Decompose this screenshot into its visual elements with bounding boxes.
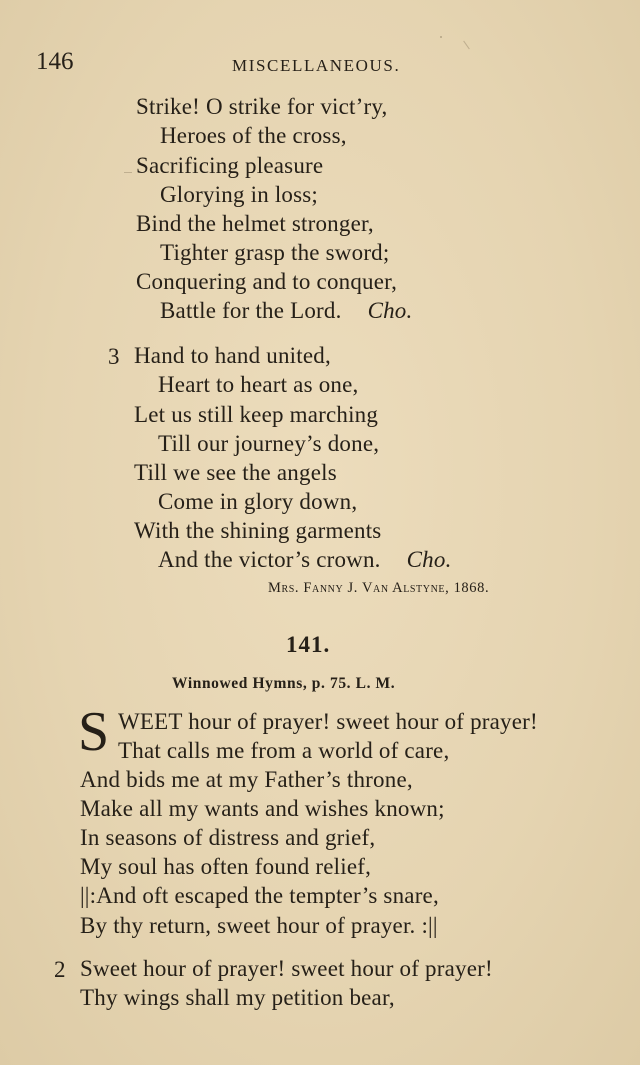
stanza-line: Conquering and to conquer, [136, 269, 398, 294]
paper-speck [463, 41, 470, 50]
paper-speck [440, 36, 442, 38]
tune-info: Winnowed Hymns, p. 75. L. M. [172, 675, 396, 692]
stanza-line: Till our journey’s done, [158, 431, 380, 456]
stanza-line: Strike! O strike for vict’ry, [136, 94, 388, 119]
paper-speck [124, 172, 132, 173]
stanza-line: Glorying in loss; [160, 182, 319, 207]
stanza-line: Come in glory down, [158, 489, 358, 514]
verse-number: 3 [108, 344, 120, 369]
stanza-line-text: Battle for the Lord. [160, 298, 342, 323]
stanza-line: Heroes of the cross, [160, 123, 347, 148]
author-attribution: Mrs. Fanny J. Van Alstyne, 1868. [268, 580, 490, 596]
drop-cap: S [78, 701, 110, 763]
hymn-line: Thy wings shall my petition bear, [80, 985, 395, 1010]
stanza-line: Tighter grasp the sword; [160, 240, 390, 265]
hymn-line: Make all my wants and wishes known; [80, 796, 445, 821]
hymn-line: And bids me at my Father’s throne, [80, 767, 413, 792]
hymn-first-line [118, 709, 538, 735]
running-head: MISCELLANEOUS. [232, 56, 401, 75]
stanza-line: Let us still keep marching [134, 402, 379, 427]
stanza-line: Sacrificing pleasure [136, 153, 324, 178]
verse-number: 2 [54, 957, 66, 982]
stanza-line: Bind the helmet stronger, [136, 211, 374, 236]
hymn-line: Sweet hour of prayer! sweet hour of prayer! [80, 956, 493, 981]
hymn-number: 141. [286, 632, 331, 657]
hymn-line: In seasons of distress and grief, [80, 825, 376, 850]
chorus-mark: Cho. [367, 298, 413, 323]
hymn-line: My soul has often found relief, [80, 854, 372, 879]
hymn-line: That calls me from a world of care, [118, 738, 450, 763]
stanza-line: Till we see the angels [134, 460, 337, 485]
stanza-line-last [158, 547, 452, 573]
chorus-mark: Cho. [406, 547, 452, 572]
stanza-line: Heart to heart as one, [158, 372, 359, 397]
hymn-line: ||:And oft escaped the tempter’s snare, [80, 883, 439, 908]
stanza-line: With the shining garments [134, 518, 382, 543]
hymn-line: By thy return, sweet hour of prayer. :|| [80, 913, 438, 938]
hymn-first-line-text: WEET hour of prayer! sweet hour of prayer! [118, 709, 538, 734]
stanza-line-text: And the victor’s crown. [158, 547, 381, 572]
stanza-line-last [160, 298, 412, 324]
stanza-line: Hand to hand united, [134, 343, 331, 368]
page-number: 146 [36, 48, 74, 75]
